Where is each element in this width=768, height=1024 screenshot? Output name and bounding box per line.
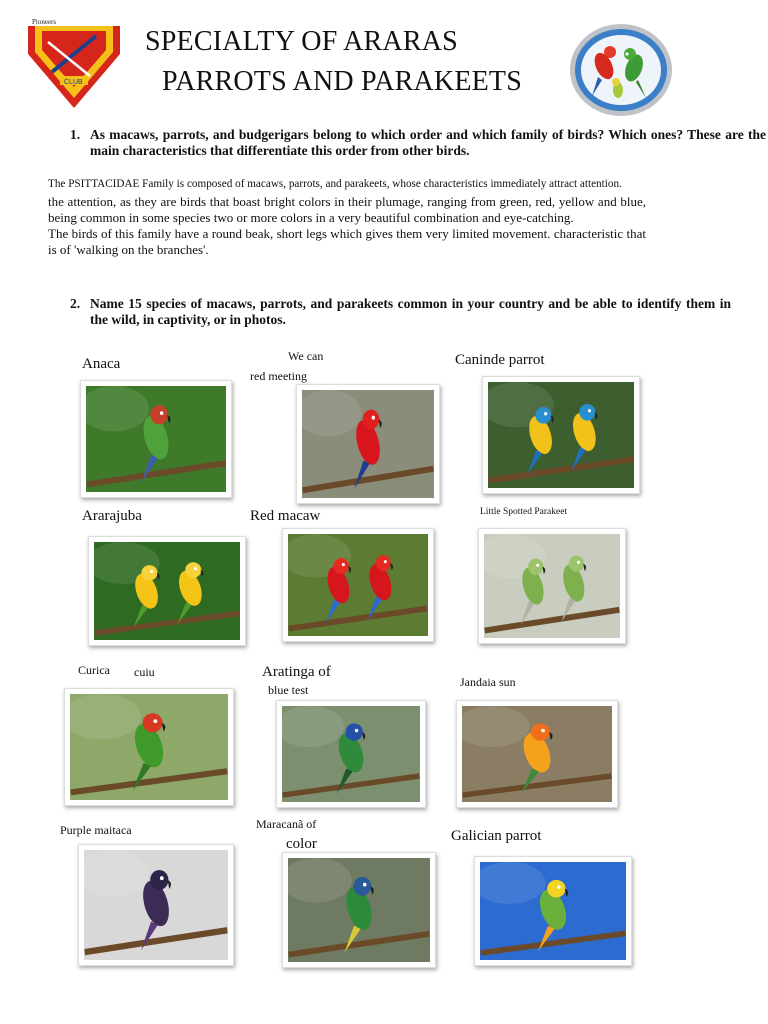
- bird-label: Red macaw: [250, 508, 321, 524]
- bird-photo: [478, 528, 626, 644]
- bird-photo: [482, 376, 640, 494]
- bird-label-continued: color: [286, 836, 317, 852]
- answer-paragraph: the attention, as they are birds that boast bright colors in their plumage, ranging from green, red, yellow and blue, being common in some species two or more colors in a very beautiful combination and eye-catching.: [48, 194, 646, 225]
- answer-intro: The PSITTACIDAE Family is composed of macaws, parrots, and parakeets, whose characteristics immediately attract attention.: [48, 178, 622, 190]
- bird-label: Ararajuba: [82, 508, 142, 524]
- bird-label: Jandaia sun: [460, 675, 516, 689]
- bird-photo: [276, 700, 426, 808]
- bird-label: Aratinga of: [262, 664, 331, 680]
- bird-label: Galician parrot: [451, 828, 542, 844]
- bird-label: Anaca: [82, 356, 121, 372]
- bird-label-continued: red meeting: [250, 369, 307, 383]
- question-1: [70, 127, 766, 159]
- answer-paragraph: The birds of this family have a round beak, short legs which gives them very limited movement. characteristic that is of 'walking on the branches'.: [48, 226, 646, 257]
- bird-label: We can: [288, 349, 324, 363]
- bird-photo: [456, 700, 618, 808]
- bird-photo: [282, 528, 434, 642]
- svg-text:CLUB: CLUB: [64, 79, 83, 86]
- question-2: [70, 296, 731, 328]
- page-title-line2: PARROTS AND PARAKEETS: [162, 66, 523, 97]
- bird-label-continued: cuiu: [134, 665, 155, 679]
- bird-photo: [64, 688, 234, 806]
- bird-photo: [474, 856, 632, 966]
- bird-label-continued: blue test: [268, 683, 309, 697]
- question-text: As macaws, parrots, and budgerigars belong to which order and which family of birds? Which ones? These are the main characteristics that differentiate this order from other birds.: [90, 127, 766, 158]
- bird-label: Caninde parrot: [455, 352, 545, 368]
- question-number: 1.: [70, 127, 81, 142]
- svg-text:Pioneers: Pioneers: [32, 18, 57, 26]
- specialty-badge: [568, 22, 674, 118]
- bird-label: Maracanã of: [256, 817, 317, 831]
- page-title-line1: SPECIALTY OF ARARAS: [145, 26, 458, 57]
- bird-photo: [80, 380, 232, 498]
- club-logo: [26, 14, 122, 110]
- bird-photo: [78, 844, 234, 966]
- bird-label: Purple maitaca: [60, 823, 132, 837]
- bird-photo: [296, 384, 440, 504]
- bird-photo: [88, 536, 246, 646]
- bird-label: Little Spotted Parakeet: [480, 507, 568, 517]
- question-text: Name 15 species of macaws, parrots, and parakeets common in your country and be able to identify them in the wild, in captivity, or in photos.: [90, 296, 731, 327]
- bird-label: Curica: [78, 663, 110, 677]
- question-number: 2.: [70, 296, 81, 311]
- answer-body: [48, 194, 646, 258]
- bird-photo: [282, 852, 436, 968]
